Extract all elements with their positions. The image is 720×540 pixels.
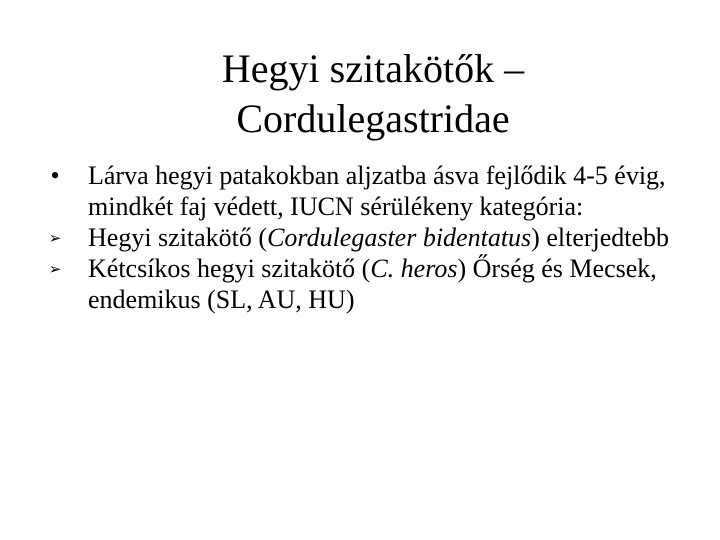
arrow-bullet-icon: ➢ xyxy=(48,229,62,247)
bullet-item-bidentatus xyxy=(40,222,680,253)
bullet-text-before: Hegyi szitakötő ( xyxy=(88,223,268,252)
bullet-text-after: ) elterjedtebb xyxy=(531,223,670,252)
bullet-item-larva xyxy=(40,160,680,222)
title-line-2: Cordulegastridae xyxy=(236,96,510,141)
arrow-bullet-icon: ➢ xyxy=(48,260,62,278)
title-line-1: Hegyi szitakötők – xyxy=(221,46,525,91)
bullet-item-heros xyxy=(40,253,680,315)
bullet-text: Lárva hegyi patakokban aljzatba ásva fejlődik 4-5 évig, mindkét faj védett, IUCN sérülékeny kategória: xyxy=(88,161,666,221)
slide-title xyxy=(0,44,720,144)
bullet-text-before: Kétcsíkos hegyi szitakötő ( xyxy=(88,254,371,283)
bullet-icon: • xyxy=(50,161,60,190)
bullet-text-after: ) Őrség és Mecsek, endemikus (SL, AU, HU) xyxy=(88,254,657,314)
species-name-italic: C. heros xyxy=(370,254,458,283)
slide-body xyxy=(40,160,680,315)
species-name-italic: Cordulegaster bidentatus xyxy=(267,223,532,252)
